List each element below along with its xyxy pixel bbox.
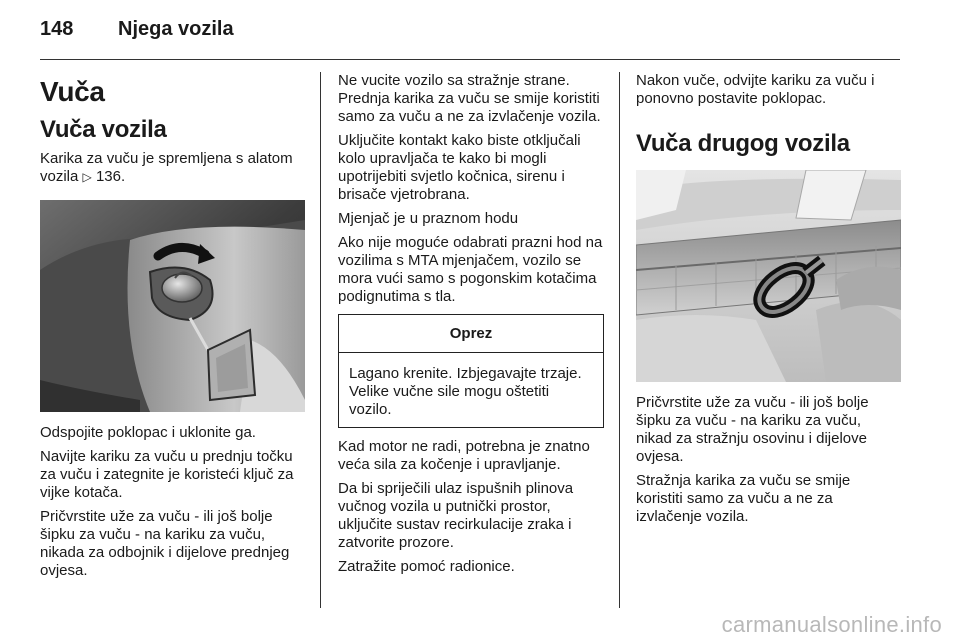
caution-text: Lagano krenite. Izbjegavajte trzaje. Velike vučne sile mogu oštetiti vozilo. (349, 365, 582, 418)
column-1 (40, 72, 305, 586)
paragraph-1: Nakon vuče, odvijte kariku za vuču i ponovno postavite poklopac. (636, 72, 875, 107)
watermark: carmanualsonline.info (721, 612, 942, 637)
section-heading: Vuča drugog vozila (636, 130, 850, 157)
paragraph-1: Odspojite poklopac i uklonite ga. (40, 424, 256, 441)
caution-body (339, 353, 603, 427)
column-3 (636, 72, 901, 532)
subsection-heading: Vuča vozila (40, 116, 167, 143)
intro-text: Karika za vuču je spremljena s alatom vozila (40, 150, 293, 185)
column-2 (338, 72, 604, 582)
paragraph-3: Pričvrstite uže za vuču - ili još bolje šipku za vuču - na kariku za vuču, nikada za odbojnik i dijelove prednjeg ovjesa. (40, 508, 290, 579)
column-divider-2 (619, 72, 620, 608)
paragraph-3: Stražnja karika za vuču se smije koristiti samo za vuču a ne za izvlačenje vozila. (636, 472, 851, 525)
caution-title: Oprez (339, 315, 603, 353)
intro-paragraph (40, 150, 305, 186)
header-divider (40, 59, 900, 60)
paragraph-2: Pričvrstite uže za vuču - ili još bolje šipku za vuču - na kariku za vuču, nikad za stražnju osovinu i dijelove ovjesa. (636, 394, 869, 465)
reference-arrow-icon: ▷ (82, 170, 92, 184)
column-divider-1 (320, 72, 321, 608)
front-tow-eye-illustration (40, 200, 305, 412)
paragraph-2: Uključite kontakt kako biste otključali kolo upravljača te kako bi mogli upotrijebiti svjetlo kočnica, sirenu i brisače vjetrobrana. (338, 132, 581, 203)
section-heading: Vuča (40, 76, 105, 107)
paragraph-5: Kad motor ne radi, potrebna je znatno veća sila za kočenje i upravljanje. (338, 438, 590, 473)
page-number: 148 (40, 18, 74, 40)
paragraph-2: Navijte kariku za vuču u prednju točku za vuču i zategnite je koristeći ključ za vijke kotača. (40, 448, 294, 501)
paragraph-4: Ako nije moguće odabrati prazni hod na vozilima s MTA mjenjačem, vozilo se mora vući samo s pogonskim kotačima podignutima s tla. (338, 234, 603, 305)
paragraph-3: Mjenjač je u praznom hodu (338, 210, 519, 227)
paragraph-1: Ne vucite vozilo sa stražnje strane. Prednja karika za vuču se smije koristiti samo za vuču a ne za izvlačenje vozila. (338, 72, 601, 125)
page-header (40, 18, 234, 48)
rear-tow-eye-illustration (636, 170, 901, 382)
intro-page-ref[interactable]: 136. (95, 168, 126, 185)
paragraph-7: Zatražite pomoć radionice. (338, 558, 515, 575)
caution-box (338, 314, 604, 428)
chapter-title: Njega vozila (118, 18, 234, 40)
paragraph-6: Da bi spriječili ulaz ispušnih plinova vučnog vozila u putnički prostor, uključite sustav recirkulacije zraka i zatvorite prozore. (338, 480, 574, 551)
